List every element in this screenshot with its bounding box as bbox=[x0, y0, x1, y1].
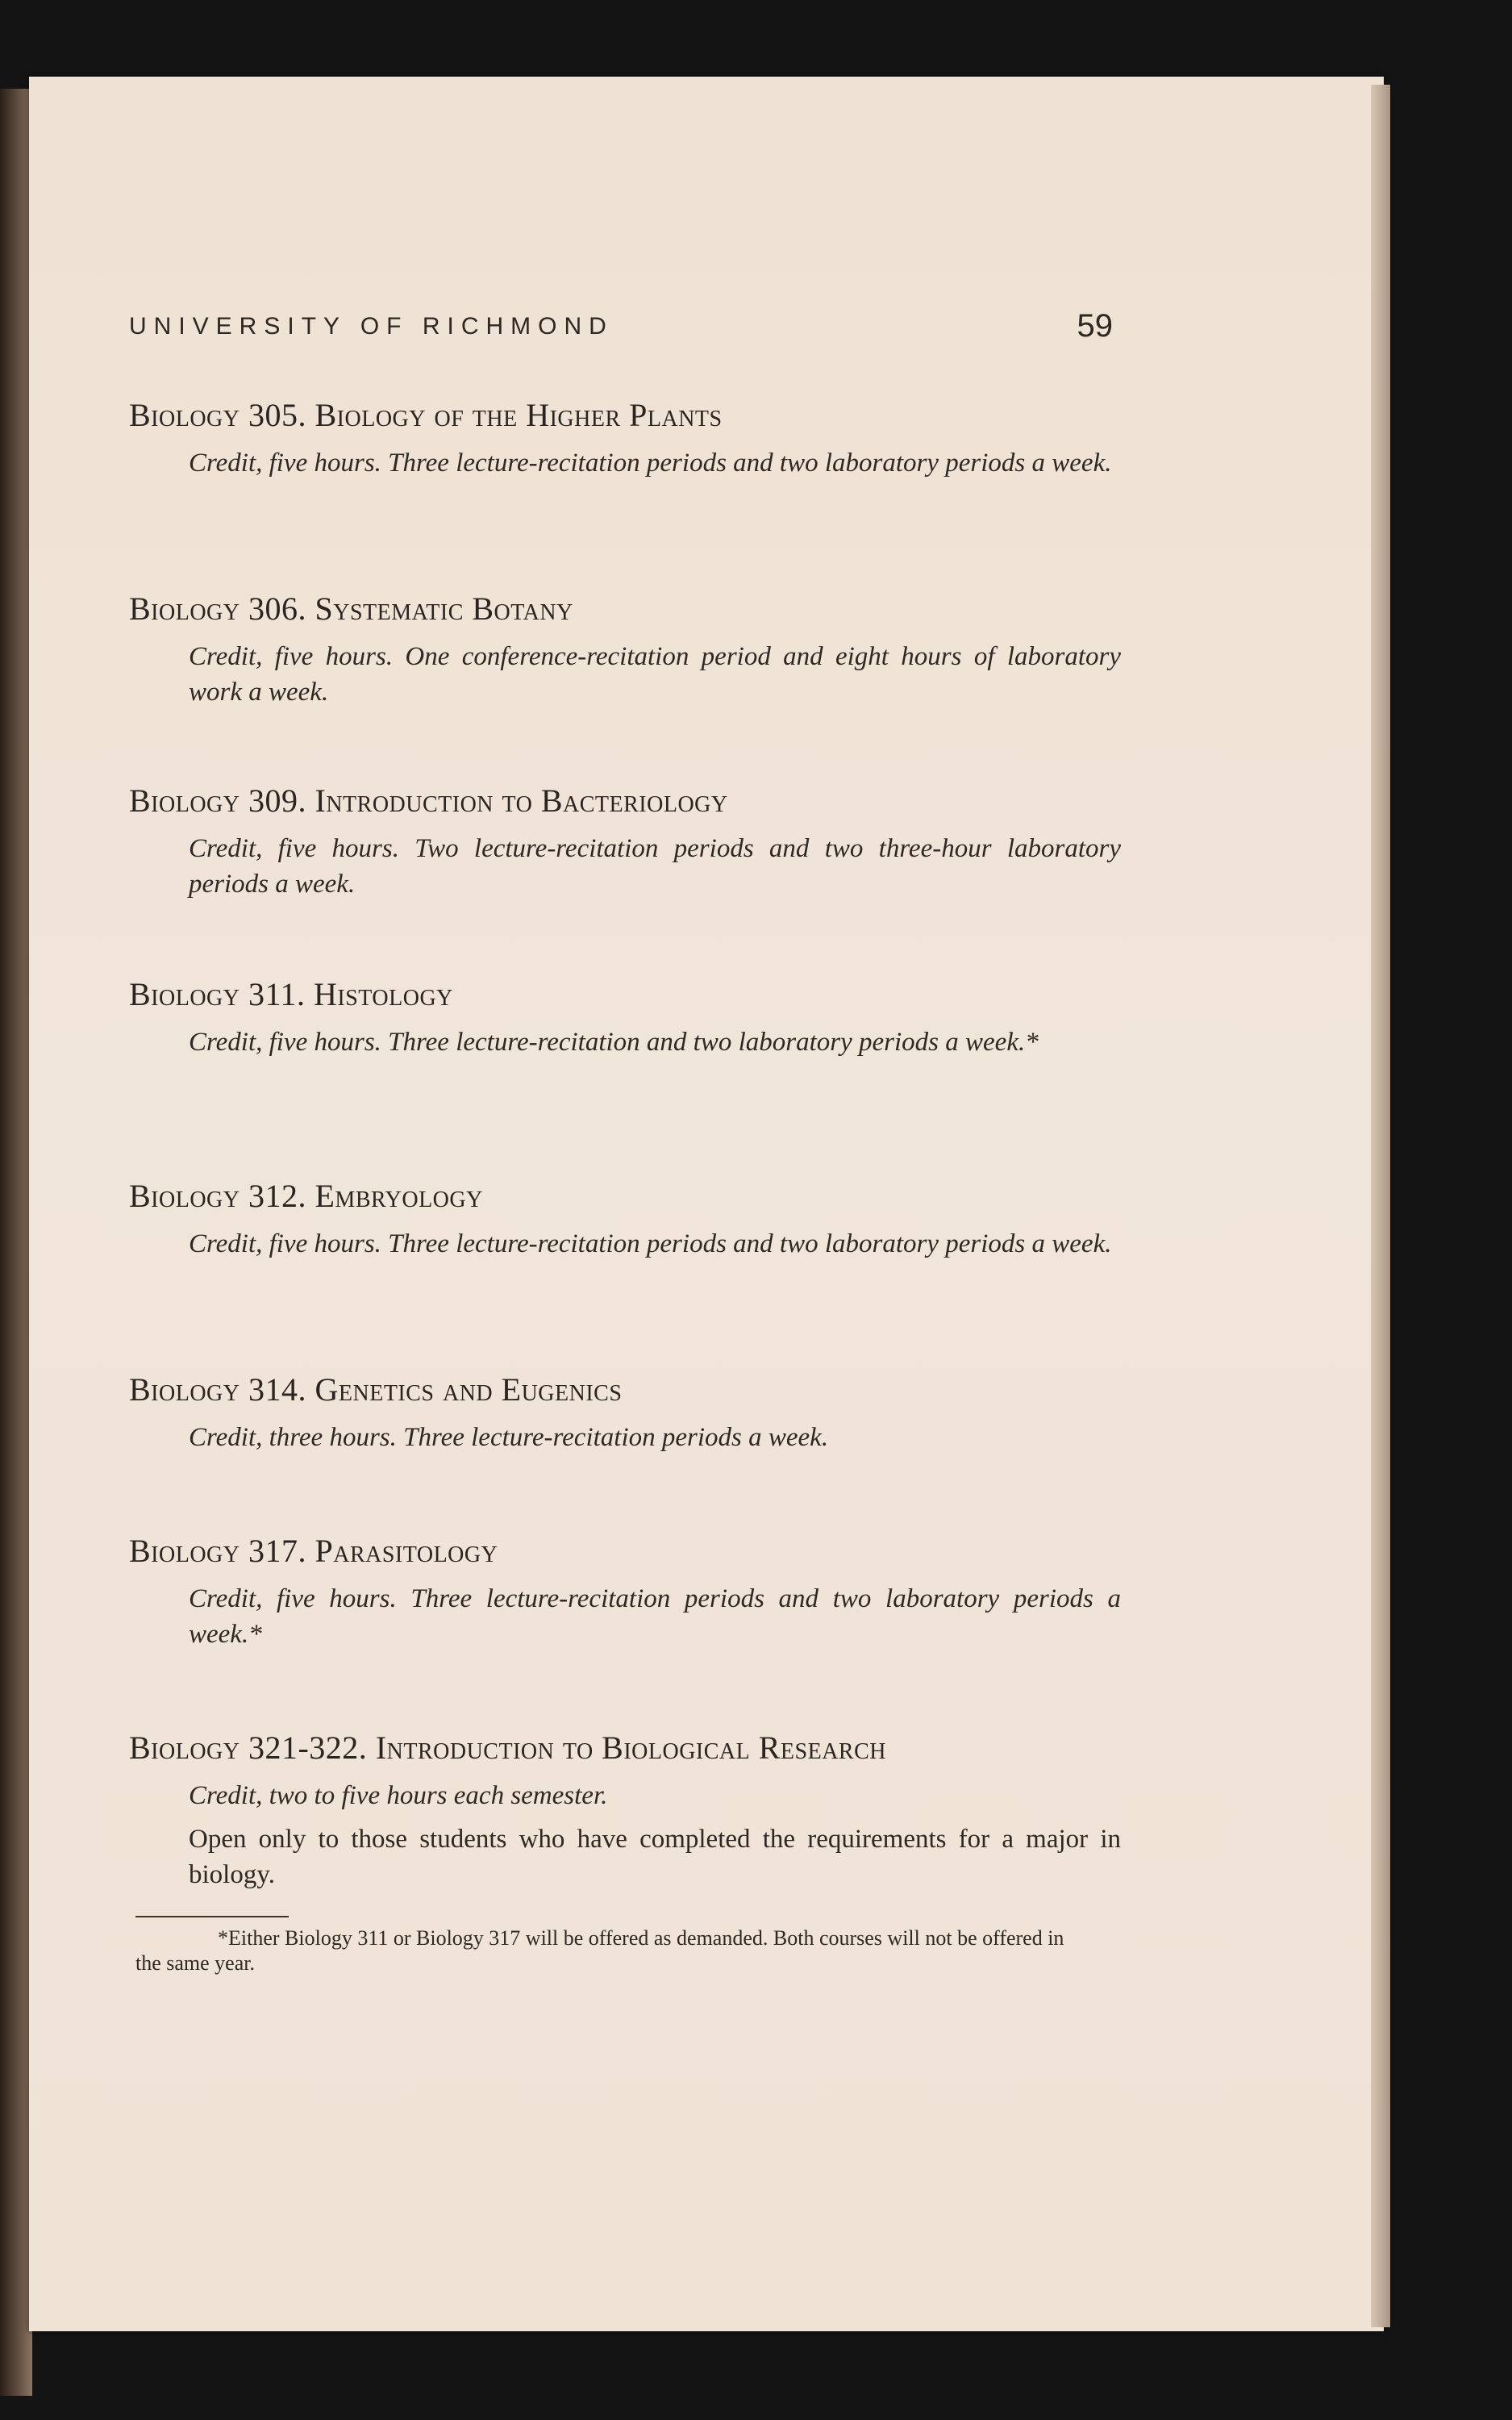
course-title: Biology of the Higher Plants bbox=[314, 397, 723, 433]
course-number: Biology 317. bbox=[129, 1533, 306, 1569]
course-title: Systematic Botany bbox=[314, 590, 573, 627]
course-biology-305 bbox=[129, 395, 1121, 481]
course-biology-309 bbox=[129, 781, 1121, 902]
course-number: Biology 312. bbox=[129, 1178, 306, 1214]
course-heading bbox=[129, 1531, 1121, 1571]
course-heading bbox=[129, 1370, 1121, 1410]
course-description: Credit, two to five hours each semester. bbox=[189, 1781, 608, 1810]
course-title: Parasitology bbox=[314, 1533, 498, 1569]
course-title: Histology bbox=[314, 976, 453, 1012]
course-number: Biology 309. bbox=[129, 782, 306, 819]
course-description: Credit, five hours. Three lecture-recitation and two laboratory periods a week.* bbox=[189, 1028, 1039, 1057]
page-number: 59 bbox=[1077, 308, 1113, 344]
course-biology-321-322 bbox=[129, 1728, 1121, 1892]
course-biology-317 bbox=[129, 1531, 1121, 1652]
course-description: Credit, five hours. Three lecture-recitation periods and two laboratory periods a week. bbox=[189, 449, 1112, 478]
book-spine-shadow bbox=[0, 89, 32, 2396]
course-biology-306 bbox=[129, 589, 1121, 710]
course-description: Credit, five hours. Three lecture-recitation periods and two laboratory periods a week.* bbox=[189, 1584, 1121, 1649]
course-heading bbox=[129, 589, 1121, 629]
course-heading bbox=[129, 1176, 1121, 1216]
footnote: *Either Biology 311 or Biology 317 will be offered as demanded. Both courses will not be offered in the same year. bbox=[135, 1926, 1064, 1975]
running-title: UNIVERSITY OF RICHMOND bbox=[129, 313, 614, 340]
course-title: Embryology bbox=[314, 1178, 483, 1214]
course-number: Biology 305. bbox=[129, 397, 306, 433]
course-description: Credit, three hours. Three lecture-recitation periods a week. bbox=[189, 1423, 829, 1452]
footnote-rule bbox=[135, 1916, 289, 1917]
course-description: Credit, five hours. Three lecture-recitation periods and two laboratory periods a week. bbox=[189, 1229, 1112, 1258]
page-edge bbox=[1371, 85, 1390, 2327]
course-number: Biology 311. bbox=[129, 976, 306, 1012]
course-biology-312 bbox=[129, 1176, 1121, 1262]
course-heading bbox=[129, 974, 1121, 1015]
course-biology-314 bbox=[129, 1370, 1121, 1455]
course-number: Biology 321-322. bbox=[129, 1729, 368, 1766]
course-heading bbox=[129, 395, 1121, 436]
course-title: Introduction to Bacteriology bbox=[314, 782, 728, 819]
running-head bbox=[129, 308, 1113, 357]
course-heading bbox=[129, 1728, 1121, 1768]
course-number: Biology 306. bbox=[129, 590, 306, 627]
course-note: Open only to those students who have completed the requirements for a major in biology. bbox=[189, 1825, 1121, 1889]
course-description: Credit, five hours. Two lecture-recitation periods and two three-hour laboratory periods a week. bbox=[189, 834, 1121, 899]
course-title: Genetics and Eugenics bbox=[314, 1371, 623, 1408]
course-number: Biology 314. bbox=[129, 1371, 306, 1408]
course-title: Introduction to Biological Research bbox=[375, 1729, 887, 1766]
course-description: Credit, five hours. One conference-recitation period and eight hours of laboratory work a week. bbox=[189, 642, 1121, 707]
course-biology-311 bbox=[129, 974, 1121, 1060]
course-heading bbox=[129, 781, 1121, 821]
